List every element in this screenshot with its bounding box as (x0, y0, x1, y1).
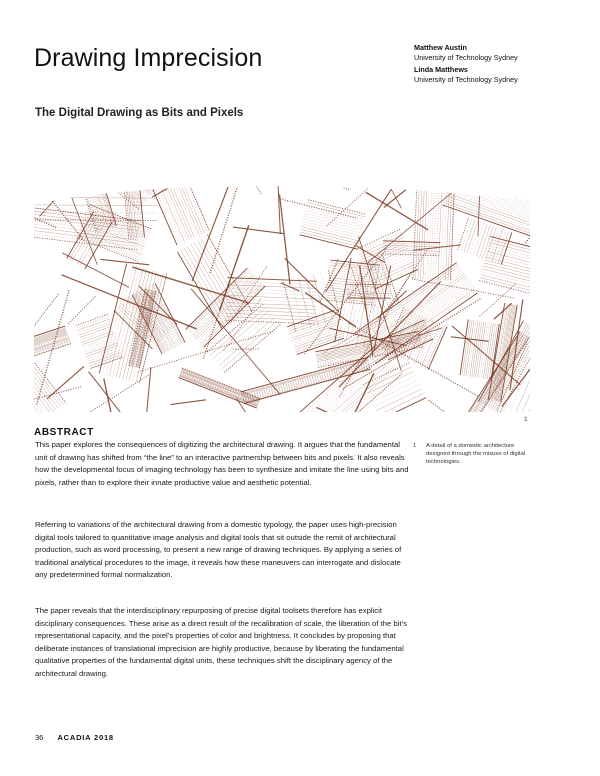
conference-name: ACADIA 2018 (57, 733, 114, 742)
abstract-paragraph: This paper explores the consequences of digitizing the architectural drawing. It argues that the fundamental unit of drawing has shifted from “the line” to an interactive partnership between bits and pixels. It also reveals how the developmental focus of imaging technology has been to synthesize and imitate the line using bits and pixels, rather than to explore their innate productive value and aesthetic potential. (35, 440, 409, 487)
author-affiliation: University of Technology Sydney (414, 53, 518, 62)
abstract-paragraph: Referring to variations of the architectural drawing from a domestic typology, the paper uses high-precision digital tools tailored to quantitative image analysis and digital tools that sit outside the remit of architectural production, such as word processing, to present a new range of drawing techniques. By applying a series of traditional analytical procedures to the image, it reveals how these maneuvers can interrogate and dislocate any predetermined formal normalization. (35, 520, 402, 579)
page-number: 36 (35, 733, 44, 742)
drawing-linework (34, 186, 530, 412)
caption-number: 1 (413, 443, 417, 449)
figure-caption (413, 442, 531, 467)
page-footer (35, 733, 114, 742)
author-name: Linda Matthews (414, 65, 468, 74)
figure-number: 1 (524, 416, 528, 423)
paper-title: Drawing Imprecision (34, 44, 263, 72)
author-affiliation: University of Technology Sydney (414, 75, 518, 84)
caption-text: A detail of a domestic architecture designed through the misuse of digital technologies. (426, 443, 526, 466)
author-block (414, 65, 518, 85)
paper-subtitle: The Digital Drawing as Bits and Pixels (35, 107, 244, 119)
abstract-heading: ABSTRACT (34, 427, 94, 438)
author-block (414, 43, 518, 63)
author-name: Matthew Austin (414, 43, 467, 52)
figure-1-drawing (34, 186, 530, 412)
abstract-paragraph: The paper reveals that the interdisciplinary repurposing of precise digital toolsets therefore has explicit disciplinary consequences. These arise as a direct result of the recalibration of scale, the liberation of the bit’s representational capacity, and the pixel’s properties of color and brightness. It concludes by proposing that deliberate instances of translational imprecision are highly productive, because by liberating the fundamental qualitative properties of the fundamental digital units, these techniques shift the disciplinary agency of the architectural drawing. (35, 606, 407, 678)
